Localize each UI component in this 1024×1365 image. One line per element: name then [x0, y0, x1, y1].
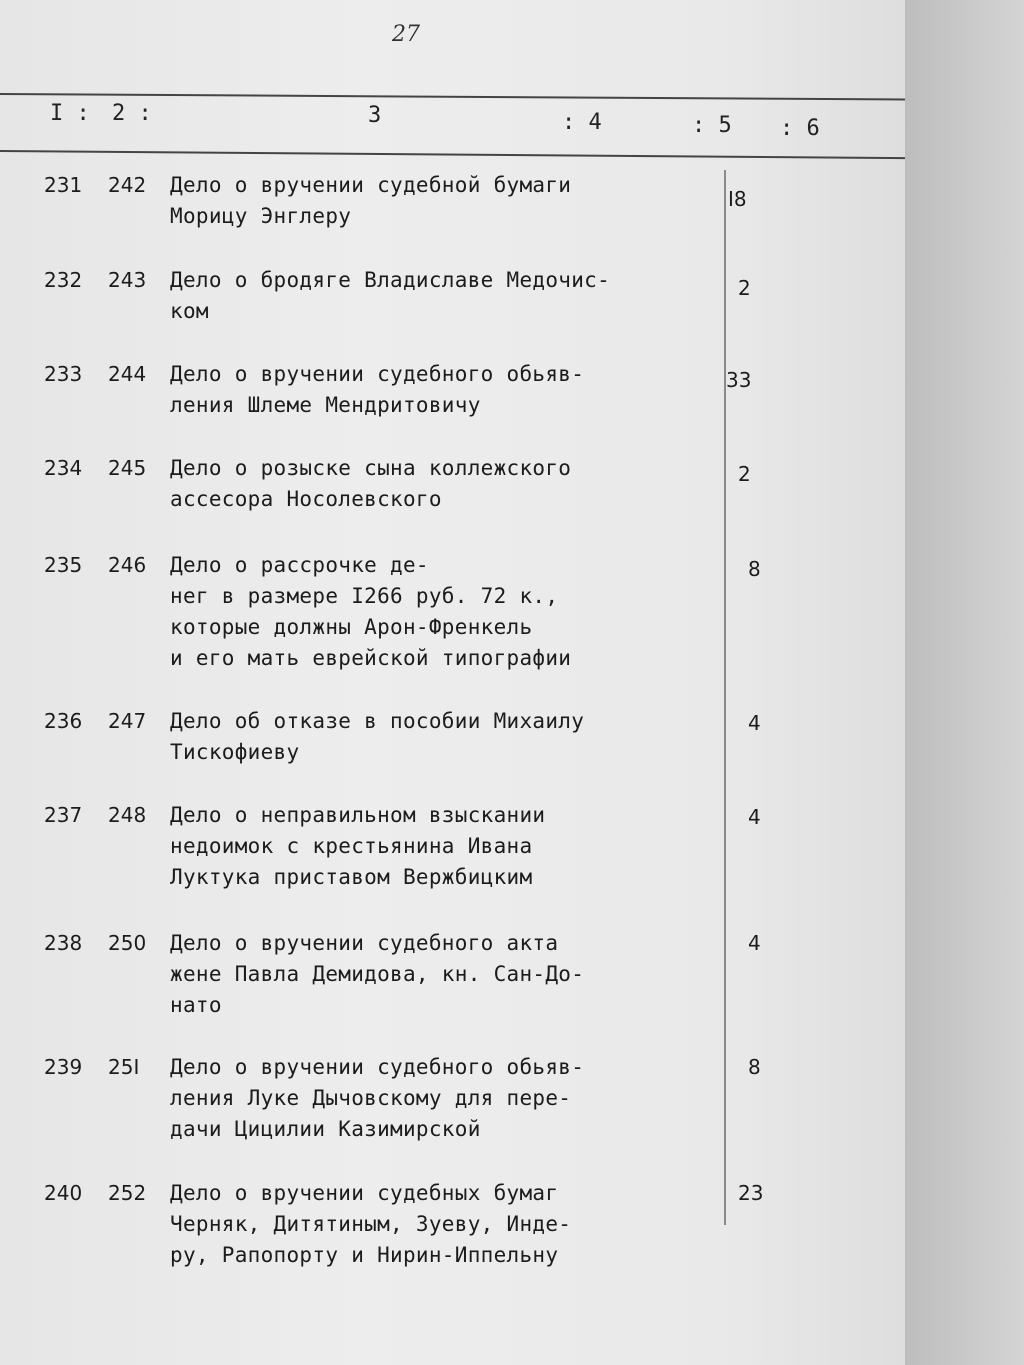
- file-title: Дело о бродяге Владиславе Медочис- ком: [170, 268, 611, 323]
- file-number: 244: [108, 362, 147, 386]
- page-count: 2: [738, 462, 751, 486]
- page-count: 2: [738, 276, 751, 300]
- file-title: Дело о вручении судебного обьяв- ления Луке Дычовскому для пере- дачи Цицилии Казимирской: [170, 1055, 585, 1141]
- column-divider: [724, 170, 726, 1225]
- file-title: Дело об отказе в пособии Михаилу Тискофиеву: [170, 709, 585, 764]
- background-surface: [905, 0, 1024, 1365]
- page-count: 4: [748, 711, 761, 735]
- sequence-number: 239: [44, 1055, 83, 1079]
- file-title: Дело о вручении судебного акта жене Павла Демидова, кн. Сан-До- нато: [170, 931, 585, 1017]
- file-title: Дело о неправильном взыскании недоимок с крестьянина Ивана Луктука приставом Вержбицким: [170, 803, 546, 889]
- page-count: 23: [738, 1181, 764, 1205]
- sequence-number: 231: [44, 173, 83, 197]
- file-title: Дело о розыске сына коллежского ассесора Носолевского: [170, 456, 572, 511]
- file-number: 242: [108, 173, 147, 197]
- sequence-number: 236: [44, 709, 83, 733]
- column-header-5: : 5: [692, 113, 732, 138]
- sequence-number: 233: [44, 362, 83, 386]
- page-count: I8: [728, 187, 747, 211]
- file-title: Дело о вручении судебного обьяв- ления Шлеме Мендритовичу: [170, 362, 585, 417]
- file-number: 25I: [108, 1055, 140, 1079]
- column-header-4: : 4: [562, 110, 602, 135]
- page-count: 4: [748, 805, 761, 829]
- header-rule-top: [0, 93, 905, 101]
- file-number: 246: [108, 553, 147, 577]
- page-count: 4: [748, 931, 761, 955]
- file-number: 247: [108, 709, 147, 733]
- column-header-2: 2 :: [112, 101, 152, 126]
- sequence-number: 238: [44, 931, 83, 955]
- page-count: 33: [726, 368, 752, 392]
- column-header-3: 3: [368, 103, 382, 128]
- sequence-number: 235: [44, 553, 83, 577]
- file-number: 250: [108, 931, 147, 955]
- sequence-number: 240: [44, 1181, 83, 1205]
- file-number: 248: [108, 803, 147, 827]
- column-header-1: I :: [50, 101, 90, 126]
- file-title: Дело о вручении судебных бумаг Черняк, Дитятиным, Зуеву, Инде- ру, Рапопорту и Нирин-Иппельну: [170, 1181, 572, 1267]
- file-number: 243: [108, 268, 147, 292]
- page-count: 8: [748, 1055, 761, 1079]
- file-title: Дело о рассрочке де- нег в размере I266 руб. 72 к., которые должны Арон-Френкель и его мать еврейской типографии: [170, 553, 572, 670]
- file-number: 245: [108, 456, 147, 480]
- file-title: Дело о вручении судебной бумаги Морицу Энглеру: [170, 173, 572, 228]
- header-rule-bottom: [0, 150, 905, 159]
- page-count: 8: [748, 557, 761, 581]
- sequence-number: 237: [44, 803, 83, 827]
- page-number: 27: [392, 22, 420, 47]
- sequence-number: 234: [44, 456, 83, 480]
- file-number: 252: [108, 1181, 147, 1205]
- column-header-6: : 6: [780, 116, 820, 141]
- sequence-number: 232: [44, 268, 83, 292]
